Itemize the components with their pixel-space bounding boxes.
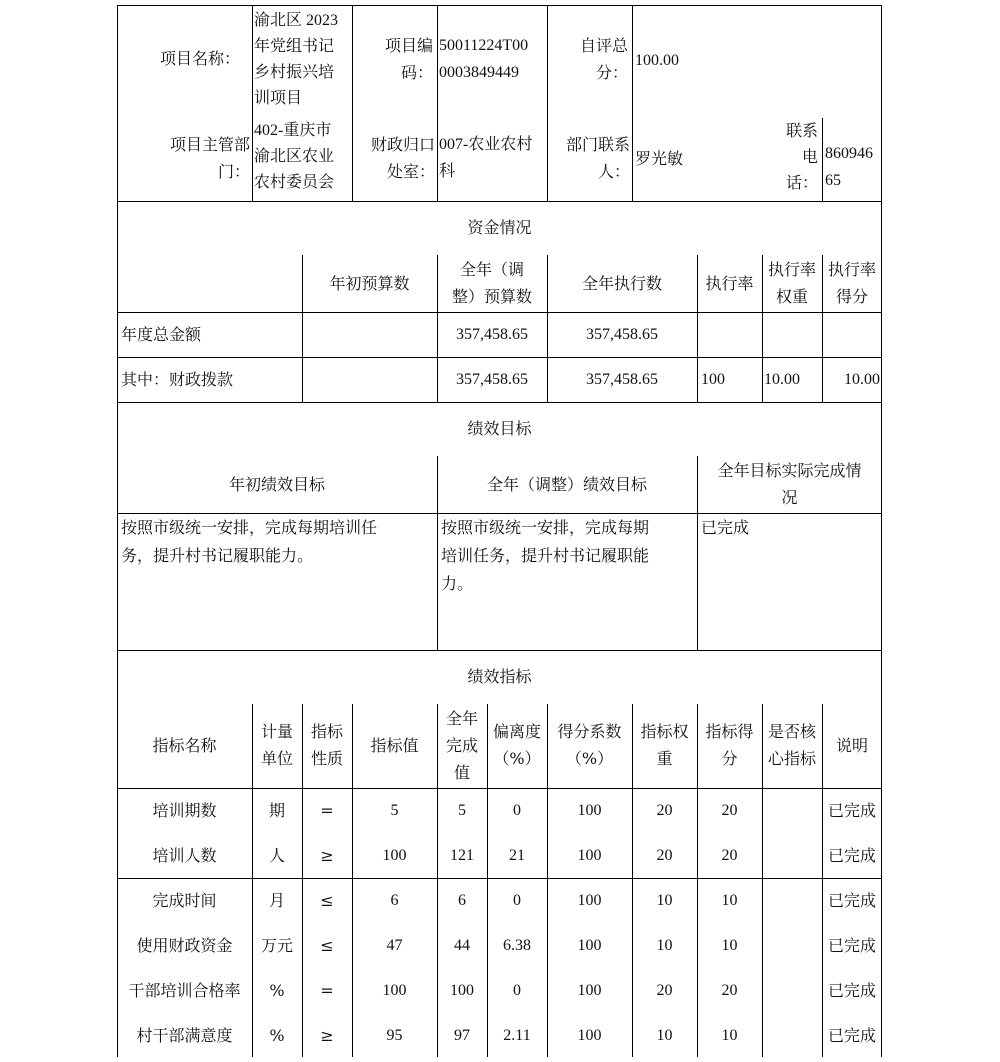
ind-col-core: 是否核 心指标 (767, 722, 816, 768)
funds-row-total-executed: 357,458.65 (586, 326, 658, 343)
ind-weight: 20 (656, 802, 673, 819)
ind-col-note: 说明 (835, 736, 868, 755)
goals-col-actual: 全年目标实际完成情 况 (717, 461, 862, 507)
ind-deviation: 2.11 (503, 1027, 531, 1044)
ind-complete: 6 (458, 892, 466, 909)
finance-office-label: 财政归口 处室： (370, 135, 435, 181)
divider (117, 201, 882, 202)
ind-name: 干部培训合格率 (128, 981, 241, 1000)
funds-row-fiscal-score: 10.00 (844, 371, 880, 388)
ind-col-unit: 计量 单位 (260, 722, 293, 768)
project-code-value: 50011224T00 0003849449 (439, 37, 529, 81)
ind-col-coef: 得分系数 （%） (557, 722, 622, 768)
ind-note: 已完成 (827, 1026, 876, 1045)
funds-row-fiscal-executed: 357,458.65 (586, 371, 658, 388)
funds-title: 资金情况 (467, 218, 532, 237)
ind-score: 10 (721, 892, 738, 909)
ind-note: 已完成 (827, 936, 876, 955)
ind-nature: ≥ (320, 846, 334, 865)
ind-coef: 100 (577, 982, 602, 999)
ind-score: 10 (721, 1027, 738, 1044)
ind-name: 使用财政资金 (136, 936, 233, 955)
ind-nature: = (320, 801, 334, 820)
ind-note: 已完成 (827, 981, 876, 1000)
divider (252, 5, 253, 201)
indicators-title: 绩效指标 (467, 667, 532, 686)
divider (117, 788, 882, 789)
ind-name: 完成时间 (152, 891, 217, 910)
ind-deviation: 6.38 (503, 937, 531, 954)
ind-deviation: 0 (513, 982, 521, 999)
ind-value: 5 (390, 802, 399, 819)
ind-value: 100 (382, 982, 407, 999)
ind-score: 10 (721, 937, 738, 954)
funds-col-adjusted: 全年（调 整）预算数 (451, 260, 532, 306)
ind-name: 培训人数 (152, 846, 217, 865)
ind-unit: 万元 (260, 936, 293, 955)
phone-value: 860946 65 (825, 145, 873, 189)
ind-score: 20 (721, 847, 738, 864)
ind-value: 6 (390, 892, 399, 909)
ind-deviation: 21 (509, 847, 525, 864)
ind-nature: ≤ (320, 891, 334, 910)
ind-note: 已完成 (827, 801, 876, 820)
ind-score: 20 (721, 982, 738, 999)
divider (117, 650, 882, 651)
dept-value: 402-重庆市 渝北区农业 农村委员会 (254, 122, 335, 191)
funds-col-executed: 全年执行数 (581, 274, 662, 293)
goals-adjusted-text: 按照市级统一安排，完成每期 培训任务，提升村书记履职能 力。 (441, 518, 650, 593)
funds-col-score: 执行率 得分 (827, 260, 876, 306)
ind-col-value: 指标值 (370, 736, 419, 755)
funds-col-initial: 年初预算数 (329, 274, 410, 293)
ind-value: 47 (386, 937, 403, 954)
goals-col-adjusted: 全年（调整）绩效目标 (486, 475, 647, 494)
ind-weight: 10 (656, 937, 673, 954)
project-name-label: 项目名称： (159, 49, 240, 68)
self-score-value: 100.00 (635, 52, 679, 69)
funds-col-rate: 执行率 (705, 274, 754, 293)
ind-coef: 100 (577, 847, 602, 864)
ind-unit: % (269, 981, 285, 1000)
ind-score: 20 (721, 802, 738, 819)
ind-unit: 月 (268, 891, 285, 910)
divider (632, 5, 633, 201)
ind-complete: 44 (454, 937, 470, 954)
ind-deviation: 0 (513, 892, 521, 909)
border-top (117, 5, 882, 6)
ind-complete: 5 (458, 802, 466, 819)
ind-weight: 20 (656, 847, 673, 864)
ind-name: 村干部满意度 (136, 1026, 233, 1045)
funds-row-fiscal-label: 其中：财政拨款 (121, 370, 234, 389)
funds-row-total-adjusted: 357,458.65 (456, 326, 528, 343)
divider (117, 402, 882, 403)
ind-complete: 97 (454, 1027, 470, 1044)
ind-weight: 10 (656, 1027, 673, 1044)
ind-complete: 100 (450, 982, 474, 999)
ind-unit: 期 (268, 801, 285, 820)
ind-col-name: 指标名称 (152, 736, 217, 755)
goals-title: 绩效目标 (467, 419, 532, 438)
goals-initial-text: 按照市级统一安排，完成每期培训任 务，提升村书记履职能力。 (121, 518, 378, 565)
contact-person-value: 罗光敏 (635, 149, 684, 168)
ind-weight: 10 (656, 892, 673, 909)
funds-row-total-label: 年度总金额 (121, 325, 202, 344)
funds-row-fiscal-weight: 10.00 (764, 371, 800, 388)
project-name-value: 渝北区 2023 年党组书记 乡村振兴培 训项目 (254, 12, 339, 107)
divider (822, 118, 823, 201)
self-score-label: 自评总 分： (579, 36, 628, 82)
ind-note: 已完成 (827, 891, 876, 910)
funds-col-weight: 执行率 权重 (767, 260, 816, 306)
ind-nature: ≤ (320, 936, 334, 955)
ind-col-score: 指标得 分 (705, 722, 754, 768)
ind-note: 已完成 (827, 846, 876, 865)
ind-nature: = (320, 981, 334, 1000)
ind-col-weight: 指标权 重 (640, 722, 689, 768)
ind-coef: 100 (577, 802, 602, 819)
ind-unit: % (269, 1026, 285, 1045)
divider (117, 878, 882, 879)
goals-actual-text: 已完成 (701, 518, 750, 537)
ind-coef: 100 (577, 1027, 602, 1044)
ind-col-deviation: 偏离度 （%） (492, 722, 541, 768)
ind-complete: 121 (450, 847, 474, 864)
ind-name: 培训期数 (152, 801, 217, 820)
funds-row-fiscal-adjusted: 357,458.65 (456, 371, 528, 388)
divider (117, 357, 882, 358)
dept-label: 项目主管部 门： (169, 135, 250, 181)
ind-deviation: 0 (513, 802, 521, 819)
ind-weight: 20 (656, 982, 673, 999)
divider (437, 5, 438, 201)
ind-coef: 100 (577, 937, 602, 954)
project-code-label: 项目编 码： (384, 36, 433, 82)
finance-office-value: 007-农业农村 科 (439, 136, 533, 180)
ind-col-complete: 全年 完成 值 (445, 709, 478, 782)
ind-unit: 人 (268, 846, 285, 865)
ind-col-nature: 指标 性质 (310, 722, 343, 768)
funds-row-fiscal-rate: 100 (701, 371, 725, 388)
ind-value: 100 (382, 847, 407, 864)
performance-self-evaluation-table (117, 5, 882, 1057)
ind-nature: ≥ (320, 1026, 334, 1045)
phone-label: 联系 电 话： (785, 121, 818, 192)
contact-person-label: 部门联系 人： (565, 135, 630, 181)
divider (117, 312, 882, 313)
ind-value: 95 (386, 1027, 403, 1044)
goals-col-initial: 年初绩效目标 (228, 475, 325, 494)
ind-coef: 100 (577, 892, 602, 909)
